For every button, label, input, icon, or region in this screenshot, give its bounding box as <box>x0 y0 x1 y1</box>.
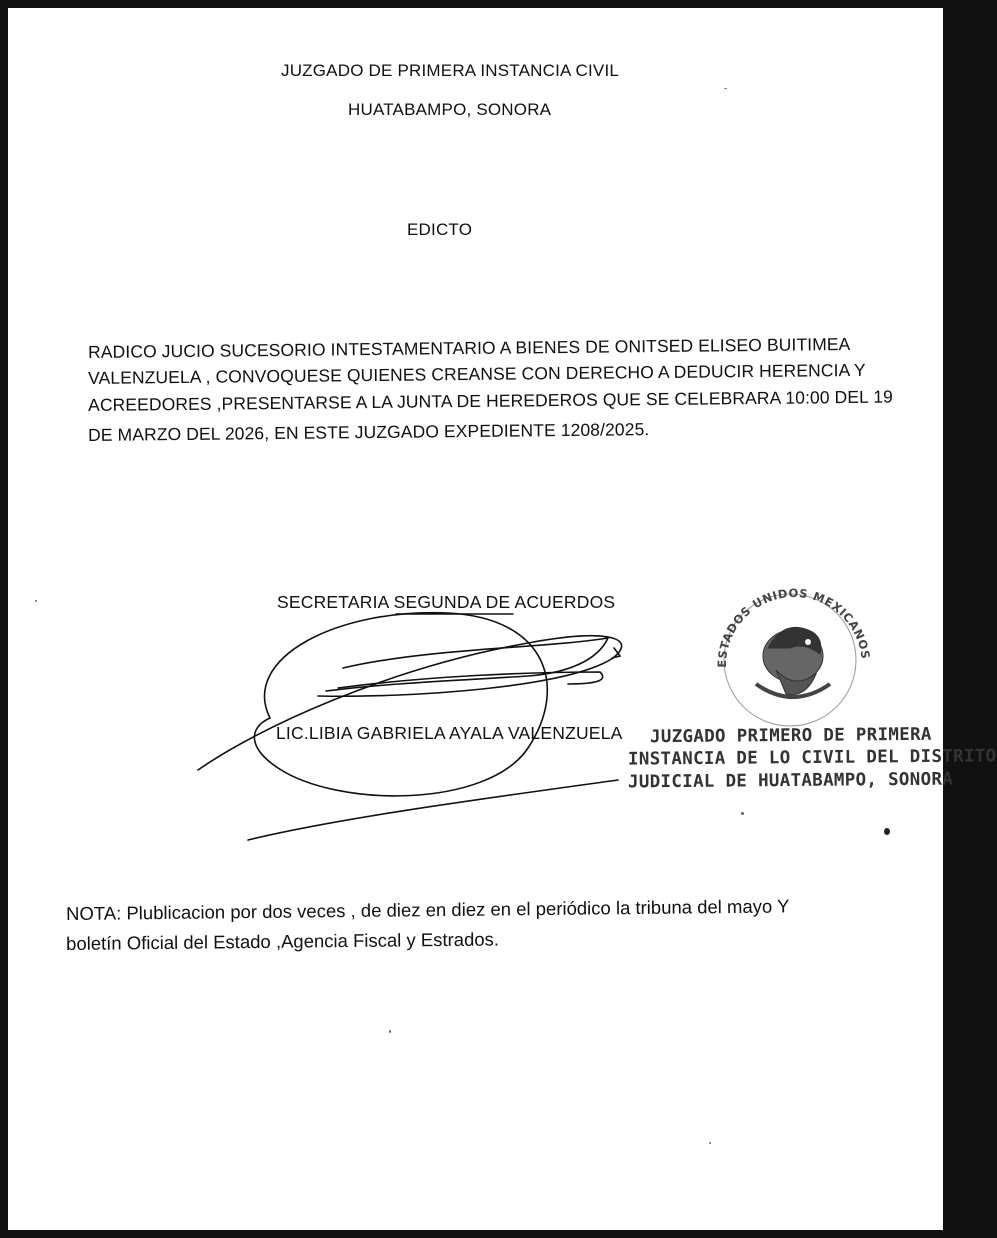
city-header: HUATABAMPO, SONORA <box>348 100 552 119</box>
body-line-3: ACREEDORES ,PRESENTARSE A LA JUNTA DE HEREDEROS QUE SE CELEBRARA 10:00 DEL 19 <box>88 386 894 415</box>
svg-text:ESTADOS UNIDOS MEXICANOS <box>715 586 873 668</box>
nota-line-1: NOTA: Plublicacion por dos veces , de diez en diez en el periódico la tribuna del mayo Y <box>66 895 790 924</box>
seal-ring-text: ESTADOS UNIDOS MEXICANOS <box>714 585 873 668</box>
seal-line-3: JUDICIAL DE HUATABAMPO, SONORA <box>627 769 954 793</box>
body-line-1: RADICO JUCIO SUCESORIO INTESTAMENTARIO A BIENES DE ONITSED ELISEO BUITIMEA <box>88 334 851 362</box>
seal-line-2: INSTANCIA DE LO CIVIL DEL DISTRITO <box>627 746 997 770</box>
scan-speck <box>724 88 727 89</box>
scan-speck <box>709 1142 711 1144</box>
scan-speck <box>389 1030 391 1033</box>
scan-speck <box>884 828 890 835</box>
handwritten-signature <box>8 8 943 1230</box>
signer-name: LIC.LIBIA GABRIELA AYALA VALENZUELA <box>276 723 623 743</box>
seal-emblem <box>8 8 943 1230</box>
court-header: JUZGADO DE PRIMERA INSTANCIA CIVIL <box>281 61 620 80</box>
body-line-2: VALENZUELA , CONVOQUESE QUIENES CREANSE CON DERECHO A DEDUCIR HERENCIA Y <box>88 359 866 388</box>
document-title: EDICTO <box>407 220 473 239</box>
document-page <box>8 8 997 1230</box>
seal-line-1: JUZGADO PRIMERO DE PRIMERA <box>649 724 932 748</box>
scan-speck <box>741 812 744 815</box>
scan-speck <box>35 600 37 602</box>
nota-line-2: boletín Oficial del Estado ,Agencia Fiscal y Estrados. <box>66 928 500 954</box>
signer-role: SECRETARIA SEGUNDA DE ACUERDOS <box>277 592 616 612</box>
body-line-4: DE MARZO DEL 2026, EN ESTE JUZGADO EXPEDIENTE 1208/2025. <box>88 419 650 445</box>
